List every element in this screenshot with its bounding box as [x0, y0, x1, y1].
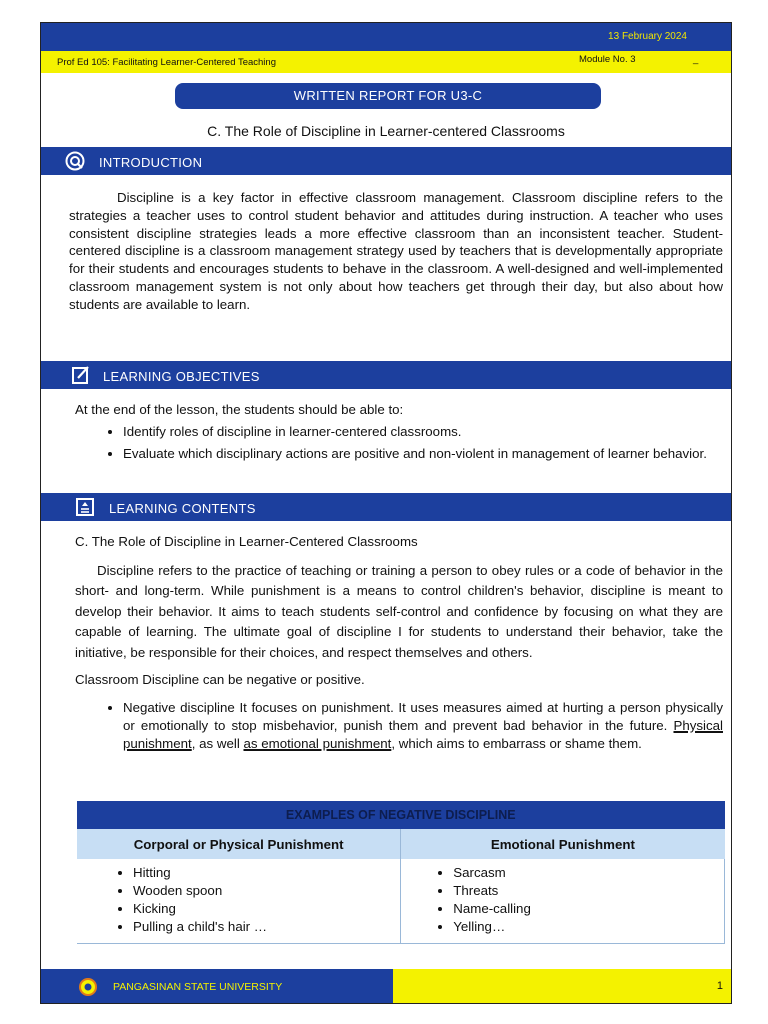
search-icon	[65, 151, 85, 171]
emotional-punishment-list	[401, 865, 724, 934]
objectives-header	[41, 361, 731, 389]
objectives-lead: At the end of the lesson, the students should be able to:	[75, 402, 404, 417]
list-item: • Pulling a child's hair …	[133, 919, 400, 934]
contents-body	[75, 533, 723, 756]
header-bar	[41, 23, 731, 51]
physical-punishment-list	[77, 865, 400, 934]
introduction-text: Discipline is a key factor in effective classroom management. Classroom discipline refers to the strategies a teacher uses to control student behavior and attitudes during instruction. A teacher who uses consistent discipline strategies leads a more effective classroom than an inconsistent teacher. Student-centered discipline is a classroom management strategy used by teachers that is developmentally appropriate for their students and encourages students to behave in the classroom. A well-designed and well-implemented classroom management system is not only about how teachers get through their day, but also about how students are available to learn.	[69, 190, 723, 312]
university-name: PANGASINAN STATE UNIVERSITY	[113, 981, 283, 993]
edit-icon	[71, 365, 91, 385]
page-subtitle: C. The Role of Discipline in Learner-centered Classrooms	[207, 123, 565, 139]
list-item: • Sarcasm	[453, 865, 724, 880]
table-caption: EXAMPLES OF NEGATIVE DISCIPLINE	[77, 801, 725, 829]
negative-discipline-tail: , which aims to embarrass or shame them.	[391, 735, 642, 751]
objectives-body	[75, 401, 723, 466]
emotional-punishment-cell	[401, 859, 725, 944]
as-well-text: , as well	[191, 735, 244, 751]
discipline-types: Classroom Discipline can be negative or positive.	[75, 672, 365, 688]
footer-page-bar	[393, 969, 732, 1004]
introduction-heading: INTRODUCTION	[99, 155, 203, 170]
list-item: • Threats	[453, 883, 724, 898]
physical-punishment-term: Physical punishment	[123, 717, 723, 751]
objective-item: • Evaluate which disciplinary actions are positive and non-violent in management of learner behavior.	[123, 445, 723, 463]
contents-title: C. The Role of Discipline in Learner-Centered Classrooms	[75, 534, 418, 549]
discipline-definition: Discipline refers to the practice of teaching or training a person to obey rules or a code of behavior in the short- and long-term. While punishment is a means to control children's behavior, discipline is meant to develop their behavior. It aims to teach students self-control and confidence by focusing on what they are capable of learning. The ultimate goal of discipline I for students to understand their behavior, take the initiative, be responsible for their choices, and respect themselves and others.	[75, 562, 723, 660]
objectives-heading: LEARNING OBJECTIVES	[103, 369, 260, 384]
objective-item: • Identify roles of discipline in learner-centered classrooms.	[123, 423, 723, 441]
document-page	[40, 22, 732, 1004]
emotional-punishment-term: as emotional punishment	[243, 735, 392, 751]
table-header-emotional: Emotional Punishment	[401, 829, 725, 859]
negative-discipline-item	[123, 699, 723, 752]
list-item: • Hitting	[133, 865, 400, 880]
list-item: • Kicking	[133, 901, 400, 916]
page-number: 1	[716, 980, 723, 992]
footer-university-bar	[41, 969, 393, 1004]
list-item: • Wooden spoon	[133, 883, 400, 898]
list-item: • Name-calling	[453, 901, 724, 916]
introduction-header	[41, 147, 731, 175]
university-seal-logo	[79, 978, 97, 996]
module-dash: _	[693, 54, 699, 65]
module-number: Module No. 3	[579, 54, 636, 65]
report-title: WRITTEN REPORT FOR U3-C	[175, 83, 601, 109]
negative-discipline-table	[77, 801, 725, 944]
course-bar	[41, 51, 731, 73]
header-date: 13 February 2024	[608, 31, 687, 42]
negative-discipline-text: Negative discipline It focuses on punishment. It uses measures aimed at hurting a person physically or emotionally to stop misbehavior, punish them and prevent bad behavior in the future.	[123, 700, 723, 733]
page-footer	[41, 969, 731, 1004]
physical-punishment-cell	[77, 859, 401, 944]
course-title: Prof Ed 105: Facilitating Learner-Centered Teaching	[57, 57, 276, 68]
introduction-body	[69, 189, 723, 322]
contents-header	[41, 493, 731, 521]
contents-heading: LEARNING CONTENTS	[109, 501, 256, 516]
discipline-list	[75, 699, 723, 752]
objectives-list	[75, 423, 723, 463]
table-header-physical: Corporal or Physical Punishment	[77, 829, 401, 859]
document-icon	[75, 497, 95, 517]
list-item: • Yelling…	[453, 919, 724, 934]
